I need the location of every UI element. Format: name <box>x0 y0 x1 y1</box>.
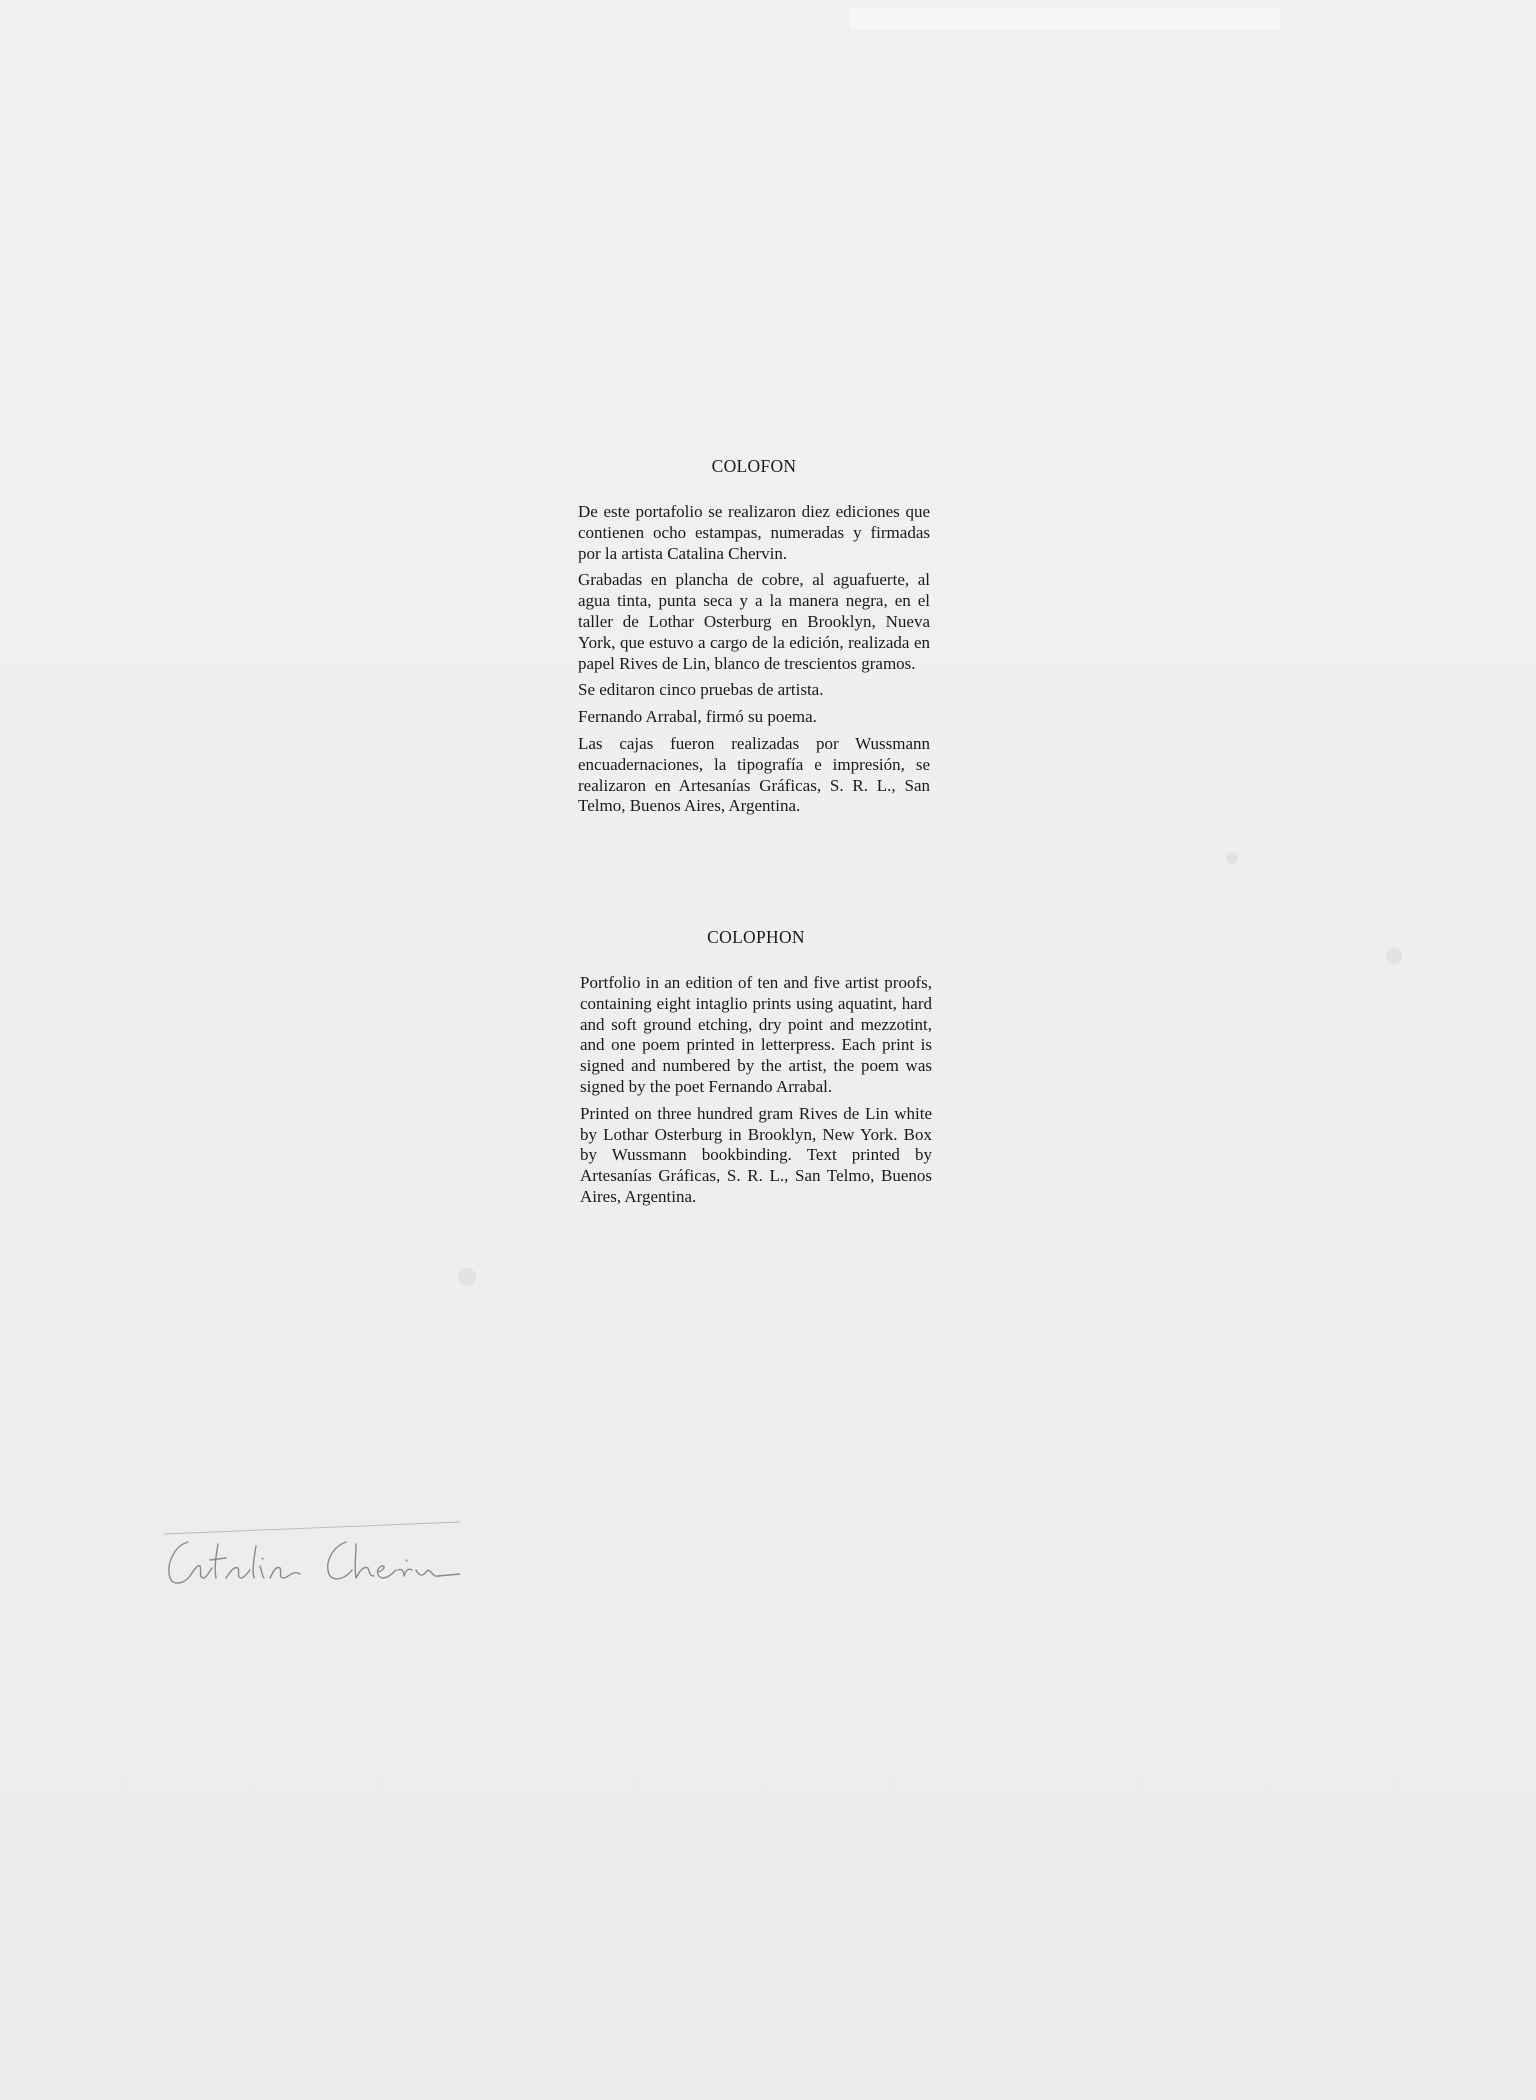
colofon-paragraph: Grabadas en plancha de cobre, al aguafuerte, al agua tinta, punta seca y a la manera negra, en el taller de Lothar Osterburg en Brooklyn, Nueva York, que estuvo a cargo de la edición, realizada en papel Rives de Lin, blanco de trescientos gramos. <box>578 570 930 673</box>
colophon-paragraph: Printed on three hundred gram Rives de Lin white by Lothar Osterburg in Brooklyn, New York. Box by Wussmann bookbinding. Text printed by Artesanías Gráficas, S. R. L., San Telmo, Buenos Aires, Argentina. <box>580 1103 932 1206</box>
colofon-title: COLOFON <box>711 456 797 476</box>
colofon-paragraph: Las cajas fueron realizadas por Wussmann encuadernaciones, la tipografía e impresión, se realizaron en Artesanías Gráficas, S. R. L., San Telmo, Buenos Aires, Argentina. <box>578 733 930 816</box>
colophon-title: COLOPHON <box>707 927 805 947</box>
colofon-section <box>578 456 930 823</box>
colofon-paragraph: De este portafolio se realizaron diez ediciones que contienen ocho estampas, numeradas y firmadas por la artista Catalina Chervin. <box>578 502 930 563</box>
artist-signature <box>160 1520 460 1600</box>
colophon-paragraph: Portfolio in an edition of ten and five artist proofs, containing eight intaglio prints using aquatint, hard and soft ground etching, dry point and mezzotint, and one poem printed in letterpress. Each print is signed and numbered by the artist, the poem was signed by the poet Fernando Arrabal. <box>580 973 932 1096</box>
paper-speck <box>1226 852 1238 864</box>
colofon-paragraph: Se editaron cinco pruebas de artista. <box>578 680 824 700</box>
paper-speck <box>1386 948 1402 964</box>
paper-glare <box>850 8 1280 30</box>
colophon-section <box>580 927 932 1214</box>
paper-speck <box>458 1268 476 1286</box>
colofon-paragraph: Fernando Arrabal, firmó su poema. <box>578 707 817 727</box>
